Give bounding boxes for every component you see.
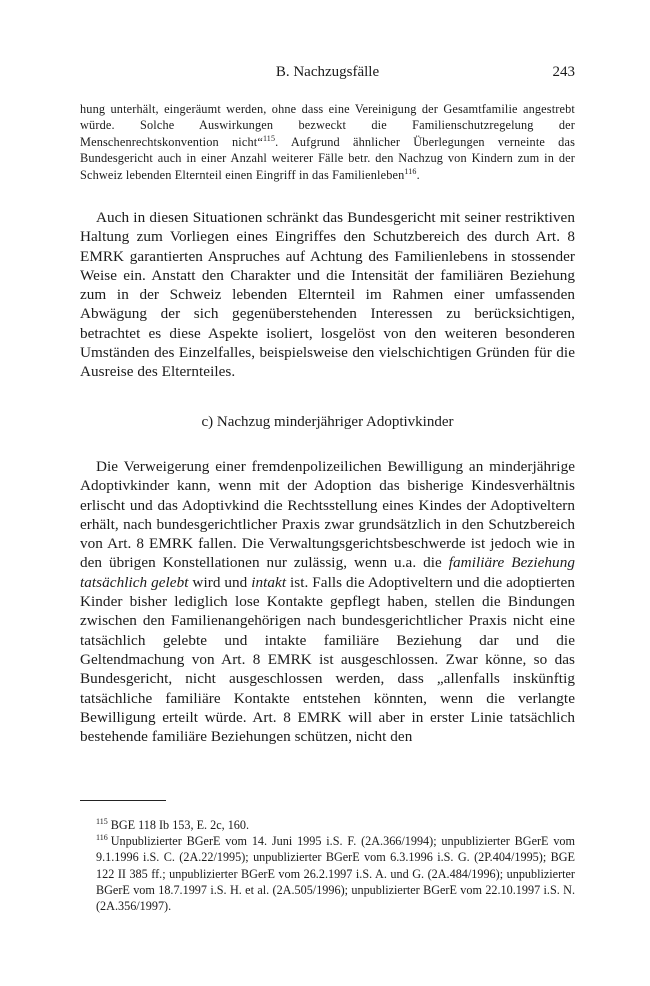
paragraph-text: . (416, 167, 420, 182)
page-number: 243 (552, 64, 575, 80)
footnote-number: 116 (96, 833, 108, 843)
body-paragraph-3 (80, 457, 575, 746)
running-header (80, 64, 575, 84)
footnote-115 (80, 817, 575, 833)
footnote-ref-116: 116 (404, 166, 417, 176)
paragraph-text: Auch in diesen Situationen schränkt das Bundesgericht mit seiner restriktiven Haltung zum Vorliegen eines Eingriffes den Schutzbereich des durch Art. 8 EMRK garantierten Anspruches auf Achtung des Familienlebens in stossender Weise ein. Anstatt den Charakter und die Intensität der familiären Beziehung zum in der Schweiz lebenden Elternteil im Rahmen einer umfassenden Abwägung der sich gegenüberstehenden Interessen zu berücksichtigen, betrachtet es diese Aspekte isoliert, losgelöst von den weiteren besonderen Umständen des Einzelfalles, beispielsweise den vielschichtigen Gründen für die Ausreise des Elternteiles. (80, 209, 575, 381)
footnote-text: BGE 118 Ib 153, E. 2c, 160. (110, 818, 250, 832)
section-heading: c) Nachzug minderjähriger Adoptivkinder (201, 414, 454, 430)
body-paragraph-2 (80, 208, 575, 382)
paragraph-text: . Aufgrund ähnlicher Überlegungen verneinte das Bundesgericht auch in einer Anzahl weiterer Fälle betr. den Nachzug von Kindern zum in der Schweiz lebenden Elternteil einen Eingriff in das Familienleben (80, 134, 576, 182)
footnote-116 (80, 833, 575, 914)
paragraph-text: hung unterhält, eingeräumt werden, ohne dass eine Vereinigung der Gesamtfamilie angestrebt würde. Solche Auswirkungen bezweckt die Familienschutzregelung der Menschenrechtskonvention nicht“ (80, 102, 575, 149)
paragraph-text: wird und (188, 573, 252, 591)
footnote-ref-115: 115 (262, 133, 276, 143)
footnote-text: Unpublizierter BGerE vom 14. Juni 1995 i.S. F. (2A.366/1994); unpublizierter BGerE vom 9.1.1996 i.S. C. (2A.22/1995); unpublizierter BGerE vom 6.3.1996 i.S. G. (2P.404/1995); BGE 122 II 385 ff.; unpublizierter BGerE vom 26.2.1997 i.S. A. und G. (2A.484/1996); unpublizierter BGerE vom 18.7.1997 i.S. H. et al. (2A.505/1996); unpublizierter BGerE vom 22.10.1997 i.S. N. (2A.356/1997). (96, 834, 575, 914)
continued-paragraph (80, 101, 575, 183)
emphasis-text: intakt (251, 573, 287, 591)
paragraph-text: Die Verweigerung einer fremdenpolizeilichen Bewilligung an minderjährige Adoptivkinder kann, wenn mit der Adoption das bisherige Kindesverhältnis erlischt und das Adoptivkind die Rechtsstellung eines Kindes der Adoptiveltern erhält, nach bundesgerichtlicher Praxis zwar grundsätzlich in den Schutzbereich von Art. 8 EMRK fallen. Die Verwaltungsgerichtsbeschwerde ist jedoch wie in den übrigen Konstellationen nur zulässig, wenn u.a. die (80, 458, 575, 572)
paragraph-text: ist. Falls die Adoptiveltern und die adoptierten Kinder bisher lediglich lose Kontakte gepflegt haben, stellen die Bindungen zwischen den Familienangehörigen nach bundesgerichtlicher Praxis nicht eine tatsächlich gelebte und intakte familiäre Beziehung dar und die Geltendmachung von Art. 8 EMRK ist ausgeschlossen. Zwar könne, so das Bundesgericht, nicht ausgeschlossen werden, dass „allenfalls inskünftig tatsächliche familiäre Kontakte entstehen könnten, wenn die verlangte Bewilligung erteilt würde. Art. 8 EMRK will aber in erster Linie tatsächlich bestehende familiäre Beziehungen schützen, nicht den (80, 573, 575, 746)
footnotes (80, 817, 575, 914)
header-title: B. Nachzugsfälle (275, 64, 380, 80)
footnote-divider (80, 800, 166, 801)
footnote-number: 115 (96, 817, 108, 826)
emphasis-text: familiäre Beziehung tatsächlich gelebt (80, 554, 575, 591)
